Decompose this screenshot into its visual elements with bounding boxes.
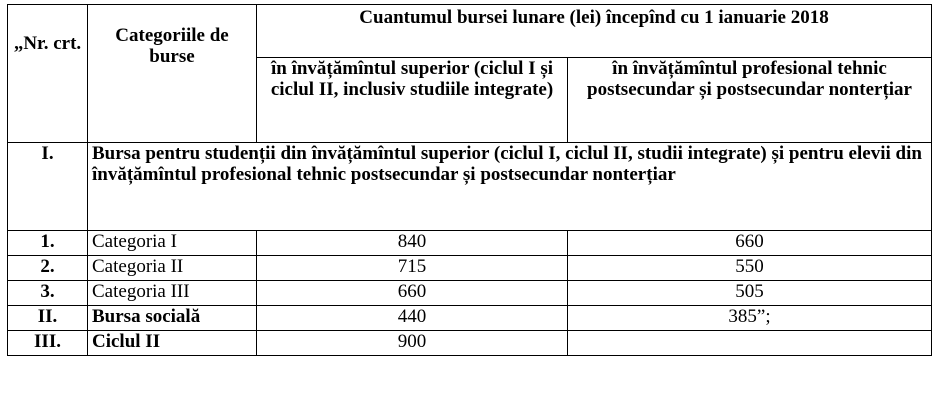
header-cuantum: Cuantumul bursei lunare (lei) începînd cu 1 ianuarie 2018 <box>257 5 932 58</box>
table-row <box>8 256 932 281</box>
section-nr: I. <box>8 143 88 231</box>
row-profesional-value <box>568 331 932 356</box>
table-row <box>8 281 932 306</box>
row-superior-value: 440 <box>257 306 568 331</box>
row-nr: 1. <box>8 231 88 256</box>
row-category: Categoria II <box>88 256 257 281</box>
header-row-top <box>8 5 932 58</box>
row-superior-value: 660 <box>257 281 568 306</box>
row-category: Categoria III <box>88 281 257 306</box>
section-nr: II. <box>8 306 88 331</box>
row-superior-value: 840 <box>257 231 568 256</box>
row-profesional-value: 550 <box>568 256 932 281</box>
section-nr: III. <box>8 331 88 356</box>
header-superior: în învățămîntul superior (ciclul I și ciclul II, inclusiv studiile integrate) <box>257 58 568 143</box>
header-nr-crt: „Nr. crt. <box>8 5 88 143</box>
row-category: Ciclul II <box>88 331 257 356</box>
row-superior-value: 715 <box>257 256 568 281</box>
grant-amount-table <box>7 4 932 356</box>
row-nr: 3. <box>8 281 88 306</box>
row-profesional-value: 385”; <box>568 306 932 331</box>
row-profesional-value: 505 <box>568 281 932 306</box>
row-superior-value: 900 <box>257 331 568 356</box>
row-nr: 2. <box>8 256 88 281</box>
row-category: Bursa socială <box>88 306 257 331</box>
section-title: Bursa pentru studenții din învățămîntul superior (ciclul I, ciclul II, studii integrate) și pentru elevii din învățămîntul profesional tehnic postsecundar și postsecundar nonterțiar <box>88 143 932 231</box>
section-row-1 <box>8 143 932 231</box>
section-row-2 <box>8 306 932 331</box>
section-row-3 <box>8 331 932 356</box>
row-category: Categoria I <box>88 231 257 256</box>
header-categorii: Categoriile de burse <box>88 5 257 143</box>
table-row <box>8 231 932 256</box>
header-profesional: în învățămîntul profesional tehnic postsecundar și postsecundar nonterțiar <box>568 58 932 143</box>
row-profesional-value: 660 <box>568 231 932 256</box>
